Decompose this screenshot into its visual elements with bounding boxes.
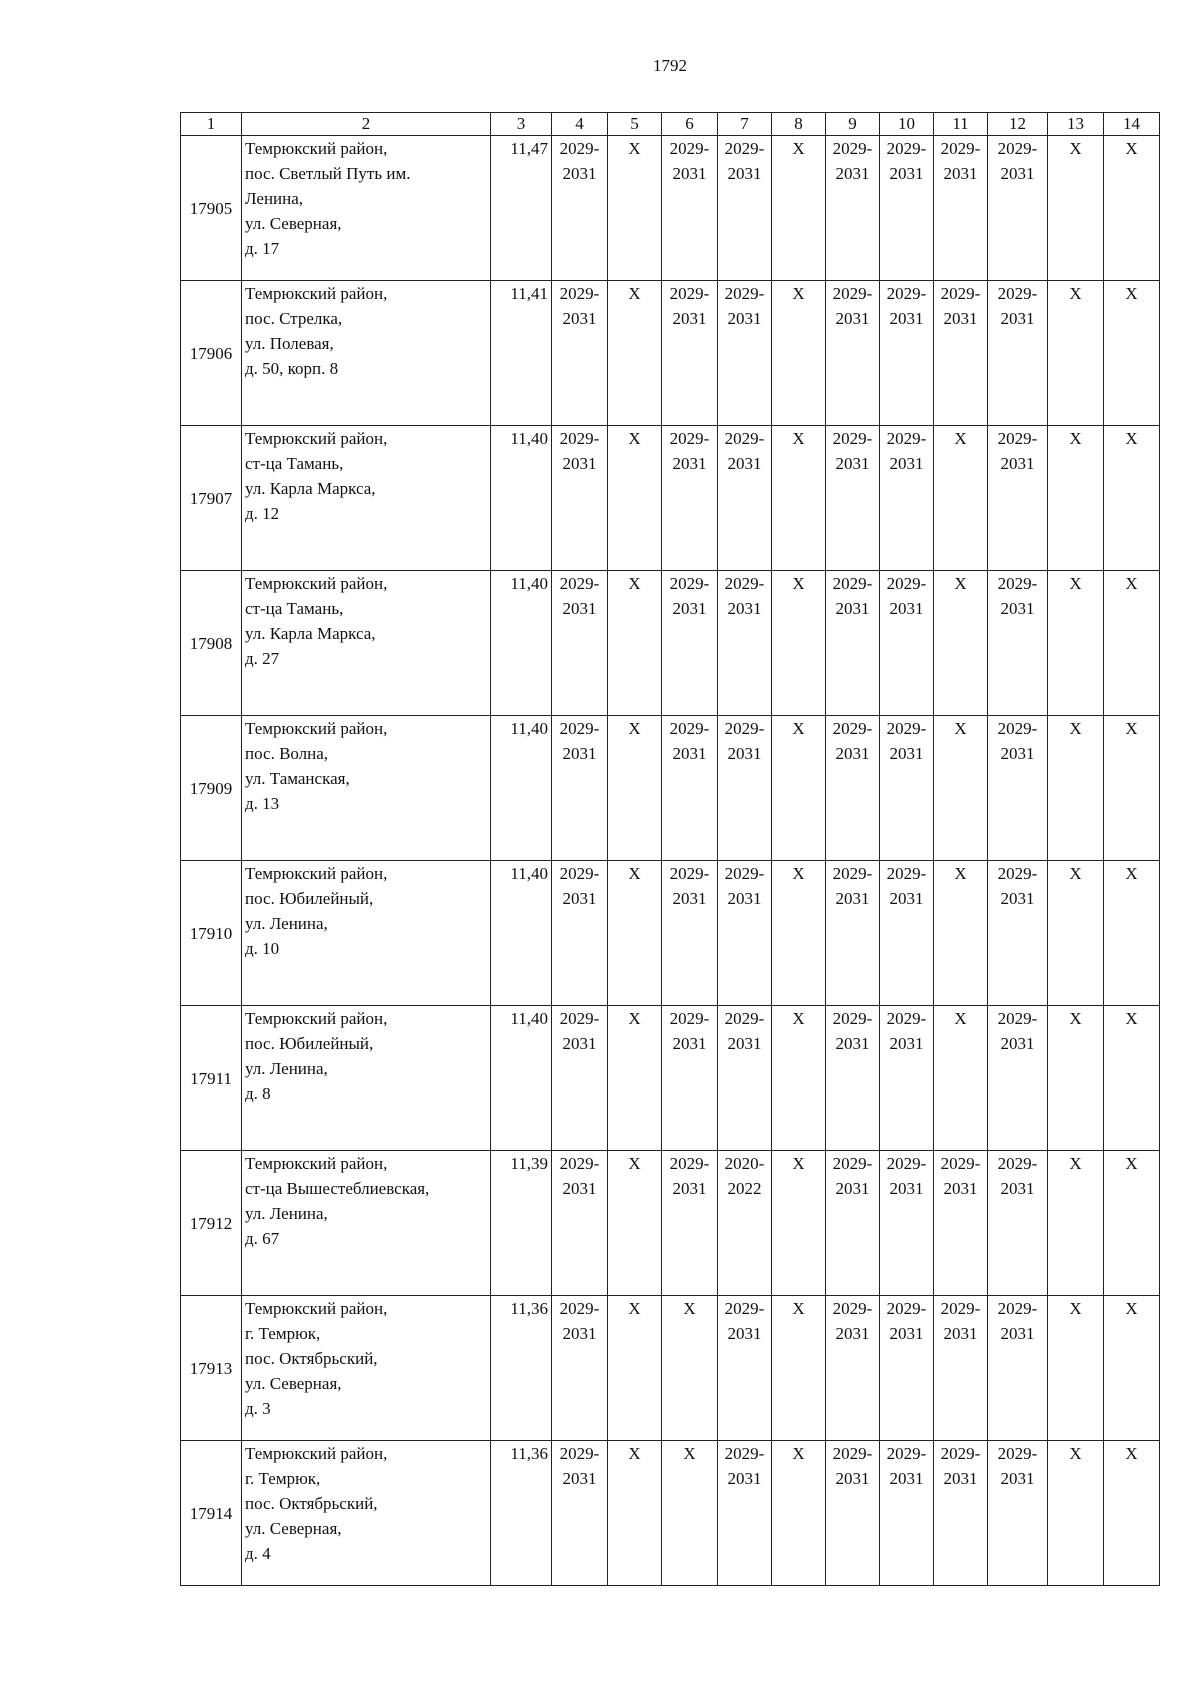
schedule-cell: 2029-2031 bbox=[934, 1296, 988, 1441]
address-line: ст-ца Вышестеблиевская, bbox=[245, 1179, 430, 1198]
schedule-cell: 2029-2031 bbox=[826, 1296, 880, 1441]
address-line: д. 12 bbox=[245, 504, 280, 523]
cost-cell: 11,40 bbox=[491, 861, 552, 1006]
schedule-cell: 2029-2031 bbox=[934, 136, 988, 281]
address-line: Темрюкский район, bbox=[245, 1154, 388, 1173]
schedule-cell: X bbox=[1104, 136, 1160, 281]
address-line: Темрюкский район, bbox=[245, 1444, 388, 1463]
schedule-cell: X bbox=[1048, 281, 1104, 426]
schedule-cell: 2029-2031 bbox=[988, 426, 1048, 571]
address-line: д. 4 bbox=[245, 1544, 271, 1563]
schedule-cell: 2029-2031 bbox=[988, 1006, 1048, 1151]
schedule-cell: X bbox=[772, 1006, 826, 1151]
schedule-cell: 2029-2031 bbox=[662, 426, 718, 571]
column-header: 13 bbox=[1048, 113, 1104, 136]
schedule-cell: X bbox=[662, 1296, 718, 1441]
schedule-cell: 2029-2031 bbox=[718, 861, 772, 1006]
column-header: 3 bbox=[491, 113, 552, 136]
schedule-cell: X bbox=[772, 1296, 826, 1441]
schedule-cell: 2029-2031 bbox=[826, 426, 880, 571]
schedule-cell: 2029-2031 bbox=[662, 1006, 718, 1151]
address-line: Темрюкский район, bbox=[245, 864, 388, 883]
schedule-cell: X bbox=[1048, 861, 1104, 1006]
address-line: Темрюкский район, bbox=[245, 429, 388, 448]
address-line: ул. Полевая, bbox=[245, 334, 334, 353]
address-line: пос. Волна, bbox=[245, 744, 329, 763]
column-header: 6 bbox=[662, 113, 718, 136]
row-number-cell: 17905 bbox=[181, 136, 242, 281]
schedule-cell: X bbox=[608, 1441, 662, 1586]
cost-cell: 11,40 bbox=[491, 426, 552, 571]
schedule-cell: 2029-2031 bbox=[880, 571, 934, 716]
address-line: ст-ца Тамань, bbox=[245, 599, 344, 618]
schedule-cell: X bbox=[608, 861, 662, 1006]
schedule-cell: 2029-2031 bbox=[934, 1151, 988, 1296]
schedule-cell: 2029-2031 bbox=[826, 861, 880, 1006]
schedule-cell: 2029-2031 bbox=[662, 281, 718, 426]
schedule-cell: 2029-2031 bbox=[826, 136, 880, 281]
schedule-cell: X bbox=[608, 1006, 662, 1151]
address-line: пос. Юбилейный, bbox=[245, 1034, 374, 1053]
row-number-cell: 17907 bbox=[181, 426, 242, 571]
column-header: 9 bbox=[826, 113, 880, 136]
schedule-cell: X bbox=[662, 1441, 718, 1586]
schedule-cell: X bbox=[1048, 1296, 1104, 1441]
schedule-cell: X bbox=[772, 281, 826, 426]
schedule-cell: X bbox=[772, 1151, 826, 1296]
schedule-cell: 2029-2031 bbox=[880, 716, 934, 861]
address-line: Темрюкский район, bbox=[245, 139, 388, 158]
schedule-cell: 2029-2031 bbox=[826, 716, 880, 861]
schedule-cell: X bbox=[1104, 1441, 1160, 1586]
schedule-cell: 2029-2031 bbox=[552, 426, 608, 571]
schedule-cell: X bbox=[608, 716, 662, 861]
address-line: ул. Таманская, bbox=[245, 769, 350, 788]
schedule-cell: 2029-2031 bbox=[880, 426, 934, 571]
schedule-cell: 2029-2031 bbox=[552, 1151, 608, 1296]
schedule-cell: X bbox=[1048, 571, 1104, 716]
cost-cell: 11,40 bbox=[491, 1006, 552, 1151]
address-line: пос. Стрелка, bbox=[245, 309, 343, 328]
schedule-cell: X bbox=[1048, 716, 1104, 861]
address-line: ул. Северная, bbox=[245, 1519, 342, 1538]
schedule-cell: X bbox=[772, 861, 826, 1006]
schedule-cell: 2029-2031 bbox=[718, 136, 772, 281]
address-line: д. 17 bbox=[245, 239, 280, 258]
schedule-cell: X bbox=[1104, 426, 1160, 571]
schedule-cell: 2029-2031 bbox=[880, 281, 934, 426]
address-line: д. 67 bbox=[245, 1229, 280, 1248]
schedule-cell: X bbox=[1104, 1296, 1160, 1441]
address-line: д. 3 bbox=[245, 1399, 271, 1418]
schedule-cell: 2029-2031 bbox=[988, 861, 1048, 1006]
address-line: Темрюкский район, bbox=[245, 719, 388, 738]
row-number-cell: 17913 bbox=[181, 1296, 242, 1441]
address-line: Темрюкский район, bbox=[245, 574, 388, 593]
schedule-cell: 2029-2031 bbox=[988, 1296, 1048, 1441]
schedule-cell: X bbox=[1104, 716, 1160, 861]
row-number-cell: 17911 bbox=[181, 1006, 242, 1151]
cost-cell: 11,40 bbox=[491, 571, 552, 716]
column-header: 14 bbox=[1104, 113, 1160, 136]
cost-cell: 11,41 bbox=[491, 281, 552, 426]
address-cell bbox=[242, 136, 491, 281]
address-cell bbox=[242, 281, 491, 426]
row-number-cell: 17909 bbox=[181, 716, 242, 861]
schedule-cell: 2029-2031 bbox=[718, 716, 772, 861]
schedule-cell: 2029-2031 bbox=[880, 1151, 934, 1296]
schedule-cell: 2029-2031 bbox=[988, 281, 1048, 426]
row-number-cell: 17914 bbox=[181, 1441, 242, 1586]
row-number-cell: 17910 bbox=[181, 861, 242, 1006]
schedule-cell: 2029-2031 bbox=[552, 861, 608, 1006]
schedule-cell: 2029-2031 bbox=[718, 1296, 772, 1441]
schedule-cell: X bbox=[1048, 1006, 1104, 1151]
column-header: 12 bbox=[988, 113, 1048, 136]
address-line: пос. Светлый Путь им. bbox=[245, 164, 411, 183]
schedule-cell: X bbox=[1104, 281, 1160, 426]
address-line: ул. Ленина, bbox=[245, 1059, 328, 1078]
schedule-cell: 2020-2022 bbox=[718, 1151, 772, 1296]
column-header: 4 bbox=[552, 113, 608, 136]
address-line: пос. Юбилейный, bbox=[245, 889, 374, 908]
schedule-cell: 2029-2031 bbox=[880, 136, 934, 281]
schedule-cell: 2029-2031 bbox=[662, 861, 718, 1006]
table-row bbox=[181, 1006, 1160, 1151]
table-row bbox=[181, 281, 1160, 426]
schedule-cell: X bbox=[772, 136, 826, 281]
address-line: д. 10 bbox=[245, 939, 280, 958]
schedule-cell: X bbox=[1048, 1151, 1104, 1296]
schedule-cell: X bbox=[1104, 571, 1160, 716]
schedule-cell: X bbox=[772, 716, 826, 861]
schedule-cell: X bbox=[608, 281, 662, 426]
schedule-cell: X bbox=[1104, 861, 1160, 1006]
address-line: ул. Ленина, bbox=[245, 1204, 328, 1223]
column-header: 5 bbox=[608, 113, 662, 136]
address-line: ст-ца Тамань, bbox=[245, 454, 344, 473]
address-line: ул. Карла Маркса, bbox=[245, 479, 376, 498]
schedule-cell: 2029-2031 bbox=[826, 1006, 880, 1151]
column-number-header-row bbox=[181, 113, 1160, 136]
schedule-cell: 2029-2031 bbox=[662, 136, 718, 281]
schedule-cell: X bbox=[608, 426, 662, 571]
schedule-cell: 2029-2031 bbox=[718, 571, 772, 716]
address-line: Темрюкский район, bbox=[245, 1009, 388, 1028]
table-row bbox=[181, 571, 1160, 716]
schedule-cell: 2029-2031 bbox=[662, 716, 718, 861]
schedule-cell: X bbox=[934, 861, 988, 1006]
schedule-cell: X bbox=[1104, 1151, 1160, 1296]
address-line: ул. Ленина, bbox=[245, 914, 328, 933]
schedule-cell: 2029-2031 bbox=[880, 1006, 934, 1151]
schedule-cell: 2029-2031 bbox=[826, 1151, 880, 1296]
cost-cell: 11,47 bbox=[491, 136, 552, 281]
address-line: г. Темрюк, bbox=[245, 1324, 321, 1343]
schedule-cell: X bbox=[772, 1441, 826, 1586]
table-row bbox=[181, 1441, 1160, 1586]
address-line: Темрюкский район, bbox=[245, 284, 388, 303]
schedule-cell: X bbox=[1048, 1441, 1104, 1586]
schedule-cell: X bbox=[608, 1151, 662, 1296]
schedule-cell: X bbox=[608, 571, 662, 716]
row-number-cell: 17906 bbox=[181, 281, 242, 426]
schedule-cell: 2029-2031 bbox=[552, 1441, 608, 1586]
address-cell bbox=[242, 716, 491, 861]
row-number-cell: 17912 bbox=[181, 1151, 242, 1296]
address-cell bbox=[242, 426, 491, 571]
address-line: ул. Карла Маркса, bbox=[245, 624, 376, 643]
schedule-cell: 2029-2031 bbox=[552, 716, 608, 861]
address-cell bbox=[242, 1151, 491, 1296]
schedule-cell: 2029-2031 bbox=[552, 1296, 608, 1441]
address-cell bbox=[242, 1296, 491, 1441]
cost-cell: 11,39 bbox=[491, 1151, 552, 1296]
schedule-cell: 2029-2031 bbox=[718, 1006, 772, 1151]
schedule-cell: X bbox=[934, 716, 988, 861]
column-header: 11 bbox=[934, 113, 988, 136]
schedule-cell: 2029-2031 bbox=[552, 281, 608, 426]
schedule-cell: X bbox=[608, 136, 662, 281]
schedule-cell: 2029-2031 bbox=[662, 1151, 718, 1296]
schedule-cell: 2029-2031 bbox=[826, 281, 880, 426]
cost-cell: 11,36 bbox=[491, 1296, 552, 1441]
schedule-cell: 2029-2031 bbox=[662, 571, 718, 716]
schedule-cell: 2029-2031 bbox=[552, 1006, 608, 1151]
schedule-cell: X bbox=[1048, 426, 1104, 571]
schedule-cell: X bbox=[1104, 1006, 1160, 1151]
column-header: 7 bbox=[718, 113, 772, 136]
address-line: ул. Северная, bbox=[245, 1374, 342, 1393]
schedule-cell: X bbox=[772, 426, 826, 571]
schedule-cell: X bbox=[608, 1296, 662, 1441]
address-line: д. 13 bbox=[245, 794, 280, 813]
address-line: ул. Северная, bbox=[245, 214, 342, 233]
address-line: д. 8 bbox=[245, 1084, 271, 1103]
column-header: 2 bbox=[242, 113, 491, 136]
schedule-cell: 2029-2031 bbox=[552, 136, 608, 281]
cost-cell: 11,40 bbox=[491, 716, 552, 861]
schedule-cell: 2029-2031 bbox=[880, 861, 934, 1006]
schedule-cell: 2029-2031 bbox=[988, 716, 1048, 861]
row-number-cell: 17908 bbox=[181, 571, 242, 716]
address-cell bbox=[242, 861, 491, 1006]
address-line: пос. Октябрьский, bbox=[245, 1349, 378, 1368]
housing-repair-schedule-table bbox=[180, 112, 1160, 1586]
column-header: 10 bbox=[880, 113, 934, 136]
schedule-cell: 2029-2031 bbox=[718, 1441, 772, 1586]
schedule-cell: X bbox=[772, 571, 826, 716]
table-row bbox=[181, 716, 1160, 861]
schedule-cell: X bbox=[934, 571, 988, 716]
page-number: 1792 bbox=[653, 56, 687, 75]
column-header: 1 bbox=[181, 113, 242, 136]
address-cell bbox=[242, 1441, 491, 1586]
schedule-cell: X bbox=[934, 426, 988, 571]
schedule-cell: 2029-2031 bbox=[552, 571, 608, 716]
table-row bbox=[181, 1151, 1160, 1296]
address-line: Ленина, bbox=[245, 189, 304, 208]
address-line: Темрюкский район, bbox=[245, 1299, 388, 1318]
schedule-cell: 2029-2031 bbox=[934, 281, 988, 426]
schedule-cell: 2029-2031 bbox=[880, 1296, 934, 1441]
schedule-cell: 2029-2031 bbox=[826, 571, 880, 716]
address-cell bbox=[242, 571, 491, 716]
schedule-cell: 2029-2031 bbox=[880, 1441, 934, 1586]
table-row bbox=[181, 426, 1160, 571]
table-row bbox=[181, 1296, 1160, 1441]
schedule-cell: 2029-2031 bbox=[988, 571, 1048, 716]
address-cell bbox=[242, 1006, 491, 1151]
column-header: 8 bbox=[772, 113, 826, 136]
address-line: д. 50, корп. 8 bbox=[245, 359, 339, 378]
address-line: д. 27 bbox=[245, 649, 280, 668]
address-line: г. Темрюк, bbox=[245, 1469, 321, 1488]
address-line: пос. Октябрьский, bbox=[245, 1494, 378, 1513]
schedule-cell: X bbox=[934, 1006, 988, 1151]
schedule-cell: 2029-2031 bbox=[718, 281, 772, 426]
schedule-cell: 2029-2031 bbox=[718, 426, 772, 571]
table-row bbox=[181, 861, 1160, 1006]
schedule-cell: 2029-2031 bbox=[934, 1441, 988, 1586]
table-row bbox=[181, 136, 1160, 281]
schedule-cell: X bbox=[1048, 136, 1104, 281]
schedule-cell: 2029-2031 bbox=[988, 136, 1048, 281]
schedule-cell: 2029-2031 bbox=[826, 1441, 880, 1586]
schedule-cell: 2029-2031 bbox=[988, 1151, 1048, 1296]
schedule-cell: 2029-2031 bbox=[988, 1441, 1048, 1586]
cost-cell: 11,36 bbox=[491, 1441, 552, 1586]
